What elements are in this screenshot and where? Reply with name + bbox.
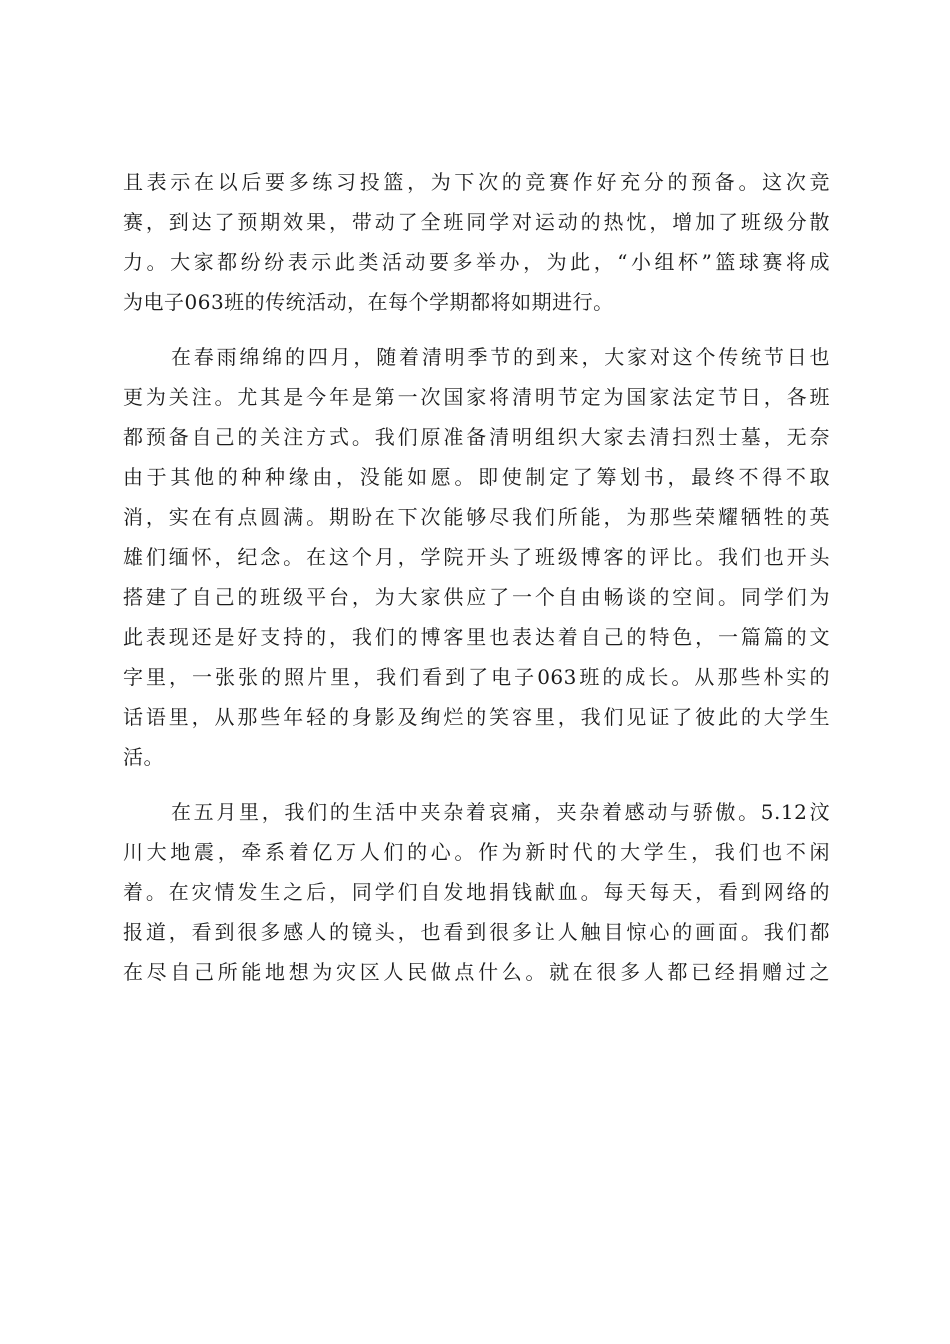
paragraph-spacing [123, 777, 830, 792]
text-line: 都预备自己的关注方式。我们原准备清明组织大家去清扫烈士墓，无奈 [123, 425, 830, 449]
text-line: 由于其他的种种缘由，没能如愿。即使制定了筹划书，最终不得不取 [123, 465, 830, 489]
text-line: 更为关注。尤其是今年是第一次国家将清明节定为国家法定节日，各班 [123, 385, 830, 409]
paragraph-2 [123, 337, 830, 777]
text-line: 为电子063班的传统活动，在每个学期都将如期进行。 [123, 290, 614, 314]
paragraph-1 [123, 162, 830, 322]
text-line: 搭建了自己的班级平台，为大家供应了一个自由畅谈的空间。同学们为 [123, 585, 830, 609]
text-line: 话语里，从那些年轻的身影及绚烂的笑容里，我们见证了彼此的大学生 [123, 705, 830, 729]
text-line: 雄们缅怀，纪念。在这个月，学院开头了班级博客的评比。我们也开头 [123, 545, 830, 569]
text-line: 着。在灾情发生之后，同学们自发地捐钱献血。每天每天，看到网络的 [123, 880, 830, 904]
text-line: 力。大家都纷纷表示此类活动要多举办，为此，“小组杯”篮球赛将成 [123, 250, 830, 274]
text-line: 在五月里，我们的生活中夹杂着哀痛，夹杂着感动与骄傲。5.12汶 [171, 800, 830, 824]
text-line: 赛，到达了预期效果，带动了全班同学对运动的热忱，增加了班级分散 [123, 210, 830, 234]
text-line: 活。 [123, 745, 164, 769]
text-line: 在春雨绵绵的四月，随着清明季节的到来，大家对这个传统节日也 [171, 345, 830, 369]
text-line: 报道，看到很多感人的镜头，也看到很多让人触目惊心的画面。我们都 [123, 920, 830, 944]
text-line: 字里，一张张的照片里，我们看到了电子063班的成长。从那些朴实的 [123, 665, 830, 689]
text-line: 此表现还是好支持的，我们的博客里也表达着自己的特色，一篇篇的文 [123, 625, 830, 649]
paragraph-3 [123, 792, 830, 992]
paragraph-spacing [123, 322, 830, 337]
text-line: 川大地震，牵系着亿万人们的心。作为新时代的大学生，我们也不闲 [123, 840, 830, 864]
text-line: 在尽自己所能地想为灾区人民做点什么。就在很多人都已经捐赠过之 [123, 960, 830, 984]
text-line: 消，实在有点圆满。期盼在下次能够尽我们所能，为那些荣耀牺牲的英 [123, 505, 830, 529]
document-body [123, 162, 830, 992]
text-line: 且表示在以后要多练习投篮，为下次的竞赛作好充分的预备。这次竞 [123, 170, 830, 194]
